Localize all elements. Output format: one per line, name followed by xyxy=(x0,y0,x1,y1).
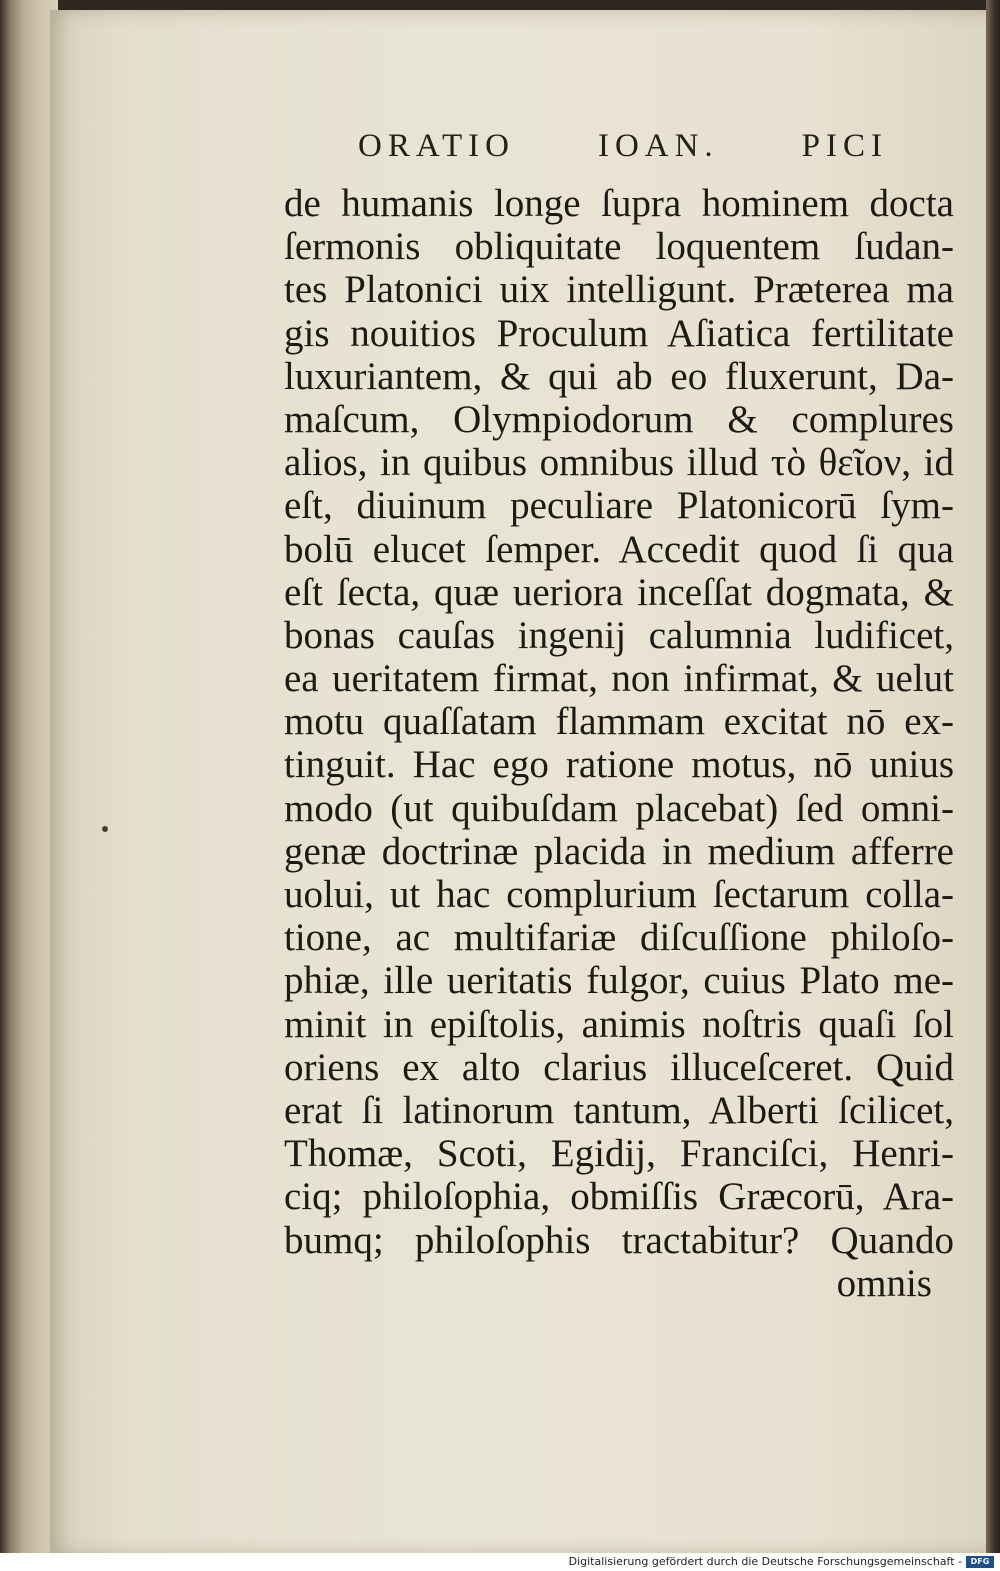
text-line: alios, in quibus omnibus illud τὸ θεῖον, id xyxy=(284,441,954,485)
text-line: gis nouitios Proculum Aſiatica fertilitate xyxy=(284,311,954,355)
text-line: modo (ut quibuſdam placebat) ſed omni- xyxy=(284,786,954,830)
text-line: erat ſi latinorum tantum, Alberti ſcilicet, xyxy=(284,1088,954,1132)
text-line: phiæ, ille ueritatis fulgor, cuius Plato me- xyxy=(284,959,954,1003)
text-line: uolui, ut hac complurium ſectarum colla- xyxy=(284,873,954,916)
text-line: tinguit. Hac ego ratione motus, nō unius xyxy=(284,743,954,787)
catchword: omnis xyxy=(836,1261,932,1305)
text-line: motu quaſſatam flammam excitat nō ex- xyxy=(284,700,954,744)
text-line: de humanis longe ſupra hominem docta xyxy=(284,182,954,225)
text-line: bonas cauſas ingenij calumnia ludificet, xyxy=(284,613,954,657)
text-line: bolū elucet ſemper. Accedit quod ſi qua xyxy=(284,527,954,571)
paper-speck xyxy=(102,826,108,832)
text-line: Thomæ, Scoti, Egidij, Franciſci, Henri- xyxy=(284,1132,954,1176)
text-line: tione, ac multifariæ diſcuſſione philoſo- xyxy=(284,916,954,960)
page-right-edge xyxy=(986,0,1000,1571)
dfg-logo: DFG xyxy=(966,1556,994,1568)
header-word: PICI xyxy=(801,128,888,164)
text-line: tes Platonici uix intelligunt. Præterea ma xyxy=(284,268,954,312)
text-line: minit in epiſtolis, animis noſtris quaſi ſol xyxy=(284,1002,954,1046)
header-word: IOAN. xyxy=(597,128,719,164)
text-line: ciq; philoſophia, obmiſſis Græcorū, Ara- xyxy=(284,1175,954,1219)
text-line: genæ doctrinæ placida in medium afferre xyxy=(284,829,954,873)
text-line: ſermonis obliquitate loquentem ſudan- xyxy=(284,225,954,269)
footer-credit: Digitalisierung gefördert durch die Deutsche Forschungsgemeinschaft - xyxy=(568,1555,962,1568)
text-line: maſcum, Olympiodorum & complures xyxy=(284,397,954,441)
text-line: eſt ſecta, quæ ueriora inceſſat dogmata, & xyxy=(284,570,954,614)
digitization-footer xyxy=(0,1553,1000,1571)
main-text-block xyxy=(284,182,954,1305)
header-word: ORATIO xyxy=(358,128,515,164)
running-header xyxy=(358,128,888,165)
text-line: oriens ex alto clarius illuceſceret. Quid xyxy=(284,1045,954,1089)
text-line: bumq; philoſophis tractabitur? Quando xyxy=(284,1218,954,1262)
text-line: eſt, diuinum peculiare Platonicorū ſym- xyxy=(284,484,954,528)
text-line: luxuriantem, & qui ab eo fluxerunt, Da- xyxy=(284,354,954,398)
text-line: ea ueritatem firmat, non infirmat, & uelut xyxy=(284,657,954,701)
